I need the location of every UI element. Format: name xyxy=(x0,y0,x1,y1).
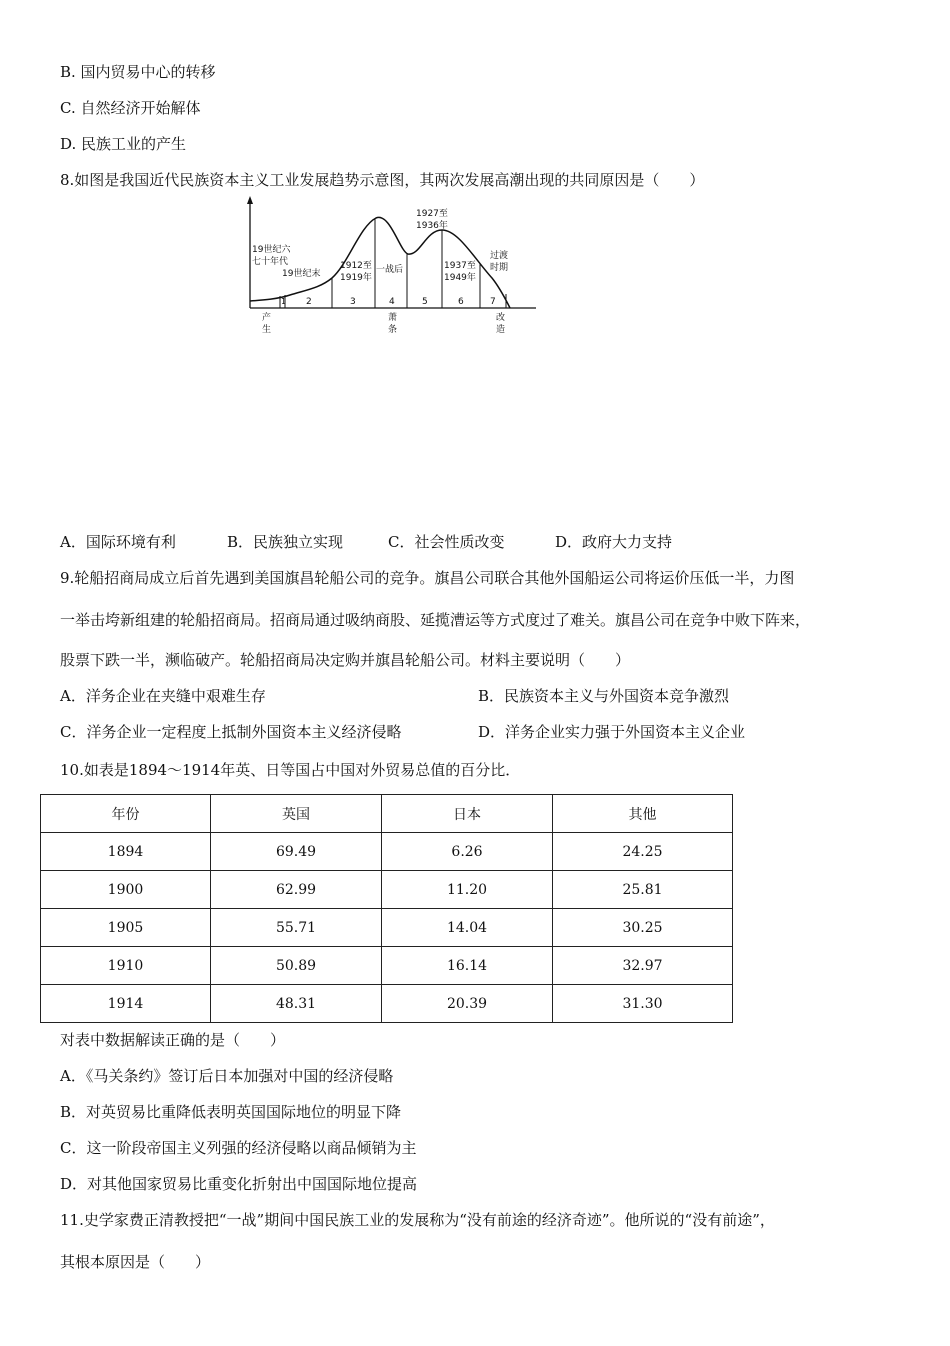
cell-other: 31.30 xyxy=(553,985,733,1023)
q9-options-row-2 xyxy=(60,722,745,742)
q8-option-d: D．政府大力支持 xyxy=(555,533,673,551)
label-transition-b: 时期 xyxy=(490,263,509,273)
cell-britain: 62.99 xyxy=(211,871,382,909)
table-row xyxy=(41,871,733,909)
q10-option-d: D．对其他国家贸易比重变化折射出中国国际地位提高 xyxy=(60,1175,418,1193)
table-row xyxy=(41,985,733,1023)
table-row xyxy=(41,833,733,871)
segment-5: 5 xyxy=(422,297,428,307)
header-year: 年份 xyxy=(41,795,211,833)
q8-option-c: C．社会性质改变 xyxy=(388,533,505,551)
label-1860s-b: 七十年代 xyxy=(252,257,289,267)
cell-japan: 11.20 xyxy=(382,871,553,909)
cell-japan: 16.14 xyxy=(382,947,553,985)
label-1912-a: 1912至 xyxy=(340,261,372,271)
q7-option-b: B. 国内贸易中心的转移 xyxy=(60,63,216,81)
axis-label-sheng: 生 xyxy=(262,325,272,335)
q9-stem-line-3: 股票下跌一半，濒临破产。轮船招商局决定购并旗昌轮船公司。材料主要说明（ ） xyxy=(60,651,631,669)
cell-year: 1894 xyxy=(41,833,211,871)
cell-other: 25.81 xyxy=(553,871,733,909)
axis-label-zao: 造 xyxy=(496,325,506,335)
cell-japan: 20.39 xyxy=(382,985,553,1023)
q10-option-a: A．《马关条约》签订后日本加强对中国的经济侵略 xyxy=(60,1067,394,1085)
header-other: 其他 xyxy=(553,795,733,833)
cell-other: 30.25 xyxy=(553,909,733,947)
q9-option-b: B．民族资本主义与外国资本竞争激烈 xyxy=(478,687,730,705)
q10-option-c: C．这一阶段帝国主义列强的经济侵略以商品倾销为主 xyxy=(60,1139,417,1157)
q11-stem-line-2: 其根本原因是（ ） xyxy=(60,1253,211,1271)
axis-label-xiao: 萧 xyxy=(388,313,398,323)
label-1860s-a: 19世纪六 xyxy=(252,245,291,255)
label-1912-b: 1919年 xyxy=(340,273,372,283)
q9-option-a: A．洋务企业在夹缝中艰难生存 xyxy=(60,687,266,705)
q7-option-c: C. 自然经济开始解体 xyxy=(60,99,201,117)
q8-stem: 8.如图是我国近代民族资本主义工业发展趋势示意图，其两次发展高潮出现的共同原因是（ ） xyxy=(60,171,705,189)
q9-options-row-1 xyxy=(60,686,729,706)
q8-option-a: A．国际环境有利 xyxy=(60,533,176,551)
cell-year: 1914 xyxy=(41,985,211,1023)
trade-share-table xyxy=(40,794,733,1023)
cell-britain: 55.71 xyxy=(211,909,382,947)
q8-options xyxy=(60,532,672,552)
axis-label-gai: 改 xyxy=(496,313,506,323)
q10-stem: 10.如表是1894～1914年英、日等国占中国对外贸易总值的百分比． xyxy=(60,761,521,779)
q9-option-c: C．洋务企业一定程度上抵制外国资本主义经济侵略 xyxy=(60,723,402,741)
table-row xyxy=(41,909,733,947)
cell-japan: 6.26 xyxy=(382,833,553,871)
q10-option-b: B．对英贸易比重降低表明英国国际地位的明显下降 xyxy=(60,1103,402,1121)
table-header-row xyxy=(41,795,733,833)
segment-3: 3 xyxy=(350,297,356,307)
figure-y-arrow xyxy=(247,196,253,204)
label-postwar: 一战后 xyxy=(376,265,404,275)
header-britain: 英国 xyxy=(211,795,382,833)
label-1927-a: 1927至 xyxy=(416,209,448,219)
cell-year: 1900 xyxy=(41,871,211,909)
label-1937-a: 1937至 xyxy=(444,261,476,271)
segment-1: 1 xyxy=(281,297,287,306)
cell-other: 24.25 xyxy=(553,833,733,871)
q8-option-b: B．民族独立实现 xyxy=(227,533,344,551)
q9-stem-line-2: 一举击垮新组建的轮船招商局。招商局通过吸纳商股、延揽漕运等方式度过了难关。旗昌公司在竞争中败下阵来， xyxy=(60,611,811,629)
cell-other: 32.97 xyxy=(553,947,733,985)
segment-2: 2 xyxy=(306,297,312,307)
segment-6: 6 xyxy=(458,297,464,307)
segment-7: 7 xyxy=(490,297,496,307)
cell-britain: 48.31 xyxy=(211,985,382,1023)
segment-4: 4 xyxy=(389,297,395,307)
q10-question: 对表中数据解读正确的是（ ） xyxy=(60,1031,286,1049)
cell-britain: 69.49 xyxy=(211,833,382,871)
q11-stem-line-1: 11.史学家费正清教授把“一战”期间中国民族工业的发展称为“没有前途的经济奇迹”。他所说的“没有前途”， xyxy=(60,1211,775,1229)
axis-label-chan: 产 xyxy=(262,313,272,323)
q7-option-d: D. 民族工业的产生 xyxy=(60,135,187,153)
cell-year: 1905 xyxy=(41,909,211,947)
label-1890s: 19世纪末 xyxy=(282,269,321,279)
label-1927-b: 1936年 xyxy=(416,221,448,231)
q9-stem-line-1: 9.轮船招商局成立后首先遇到美国旗昌轮船公司的竞争。旗昌公司联合其他外国船运公司将运价压低一半，力图 xyxy=(60,569,795,587)
industry-trend-figure xyxy=(244,196,540,336)
cell-japan: 14.04 xyxy=(382,909,553,947)
q9-option-d: D．洋务企业实力强于外国资本主义企业 xyxy=(478,723,746,741)
label-1937-b: 1949年 xyxy=(444,273,476,283)
cell-britain: 50.89 xyxy=(211,947,382,985)
cell-year: 1910 xyxy=(41,947,211,985)
axis-label-tiao: 条 xyxy=(388,325,398,335)
table-row xyxy=(41,947,733,985)
header-japan: 日本 xyxy=(382,795,553,833)
label-transition-a: 过渡 xyxy=(490,251,509,261)
